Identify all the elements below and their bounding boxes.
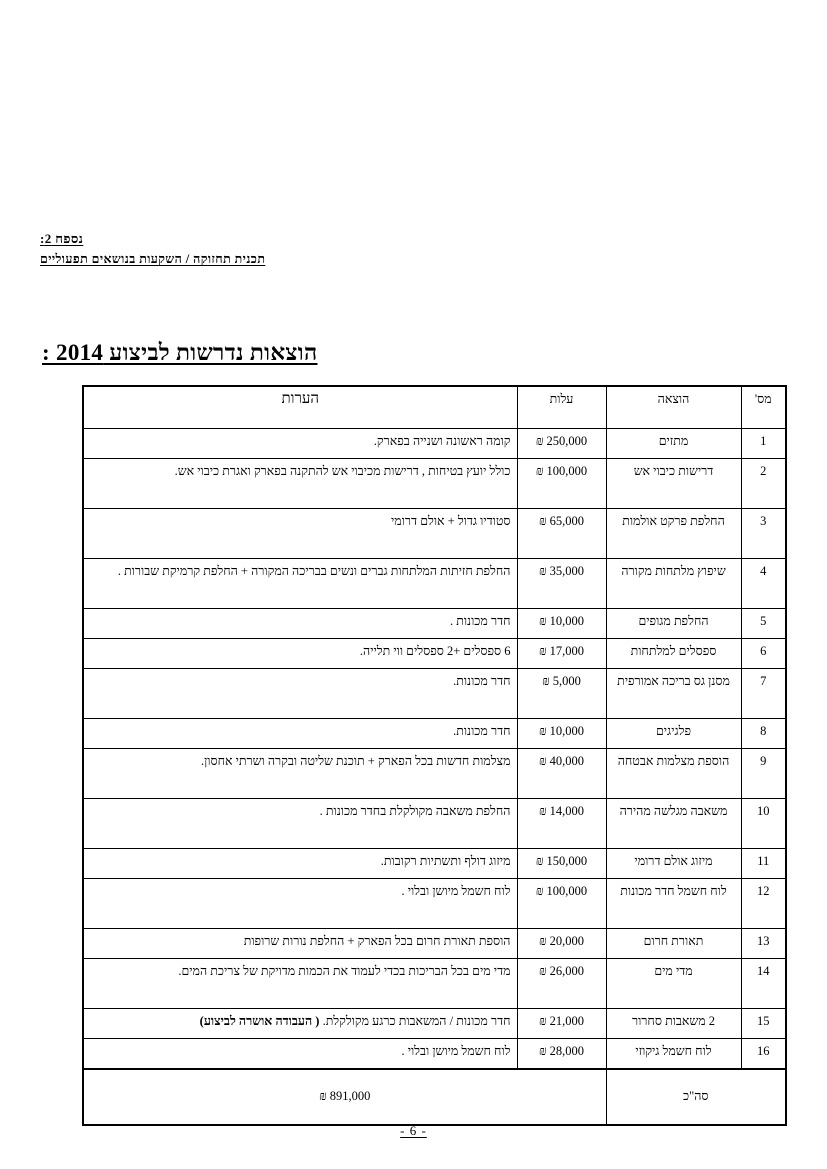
table-row: [83, 799, 786, 849]
appendix-label: נספח 2:: [40, 231, 84, 246]
cell-notes: מדי מים בכל הבריכות בכדי לעמוד את הכמות מדויקת של צריכת המים.: [83, 959, 517, 1009]
cell-notes: החלפת חזיתות המלתחות גברים ונשים בבריכה המקורה + החלפת קרמיקת שבורות .: [83, 559, 517, 609]
cell-cost: 14,000 ₪: [517, 799, 606, 849]
cell-expense: פלגיגים: [606, 719, 741, 749]
cell-cost: 20,000 ₪: [517, 929, 606, 959]
cell-cost: 250,000 ₪: [517, 429, 606, 459]
cell-expense: שיפוץ מלתחות מקורה: [606, 559, 741, 609]
cell-notes: קומה ראשונה ושנייה בפארק.: [83, 429, 517, 459]
cell-expense: משאבה מגלשה מהירה: [606, 799, 741, 849]
cell-num: 1: [741, 429, 786, 459]
cell-notes-emphasis: ( העבודה אושרה לביצוע): [199, 1014, 320, 1028]
expenses-table-wrapper: [84, 385, 787, 1126]
cell-num: 8: [741, 719, 786, 749]
header-subtitle: תכנית תחזוקה / השקעות בנושאים תפעוליים: [40, 252, 266, 266]
page-title-text: הוצאות נדרשות לביצוע 2014 :: [42, 340, 318, 365]
cell-num: 13: [741, 929, 786, 959]
cell-notes: מיזוג דולף ותשתיות רקובות.: [83, 849, 517, 879]
header-line-1-row: [0, 229, 787, 249]
cell-notes: 6 ספסלים +2 ספסלים ווי תלייה.: [83, 639, 517, 669]
table-row: [83, 459, 786, 509]
cell-notes: חדר מכונות .: [83, 609, 517, 639]
table-total-row: [83, 1069, 786, 1125]
table-header-row: [83, 386, 786, 429]
cell-expense: החלפת פרקט אולמות: [606, 509, 741, 559]
cell-num: 7: [741, 669, 786, 719]
cell-expense: לוח חשמל חדר מכונות: [606, 879, 741, 929]
cell-expense: מסנן גס בריכה אמורפית: [606, 669, 741, 719]
table-row: [83, 429, 786, 459]
table-row: [83, 719, 786, 749]
cell-expense: מיזוג אולם דרומי: [606, 849, 741, 879]
cell-cost: 5,000 ₪: [517, 669, 606, 719]
table-row: [83, 1039, 786, 1070]
document-header: [0, 229, 787, 269]
table-row: [83, 509, 786, 559]
cell-notes: סטודיו גדול + אולם דרומי: [83, 509, 517, 559]
table-row: [83, 929, 786, 959]
table-row: [83, 1009, 786, 1039]
cell-notes: החלפת משאבה מקולקלת בחדר מכונות .: [83, 799, 517, 849]
cell-num: 11: [741, 849, 786, 879]
cell-num: 6: [741, 639, 786, 669]
cell-num: 9: [741, 749, 786, 799]
cell-notes: הוספת תאורת חרום בכל הפארק + החלפת נורות שרופות: [83, 929, 517, 959]
cell-expense: 2 משאבות סחרור: [606, 1009, 741, 1039]
cell-expense: מתזים: [606, 429, 741, 459]
table-row: [83, 749, 786, 799]
cell-cost: 10,000 ₪: [517, 609, 606, 639]
cell-num: 5: [741, 609, 786, 639]
table-row: [83, 669, 786, 719]
page-title: [0, 339, 787, 367]
cell-num: 3: [741, 509, 786, 559]
cell-num: 16: [741, 1039, 786, 1070]
cell-num: 15: [741, 1009, 786, 1039]
table-body: [83, 429, 786, 1126]
cell-cost: 21,000 ₪: [517, 1009, 606, 1039]
cell-cost: 26,000 ₪: [517, 959, 606, 1009]
total-value: 891,000 ₪: [83, 1069, 606, 1125]
table-row: [83, 959, 786, 1009]
cell-notes: מצלמות חדשות בכל הפארק + תוכנת שליטה ובקרה ושרתי אחסון.: [83, 749, 517, 799]
header-line-2-row: [0, 249, 787, 269]
cell-cost: 35,000 ₪: [517, 559, 606, 609]
total-label: סה"כ: [606, 1069, 786, 1125]
column-header-num: מס': [741, 386, 786, 429]
cell-expense: מדי מים: [606, 959, 741, 1009]
cell-expense: דרישות כיבוי אש: [606, 459, 741, 509]
page-footer: [0, 1122, 827, 1140]
cell-cost: 28,000 ₪: [517, 1039, 606, 1070]
cell-expense: ספסלים למלתחות: [606, 639, 741, 669]
cell-notes: לוח חשמל מיושן ובלוי .: [83, 1039, 517, 1070]
cell-notes: חדר מכונות.: [83, 669, 517, 719]
table-row: [83, 559, 786, 609]
cell-notes: כולל יועץ בטיחות , דרישות מכיבוי אש להתקנה בפארק ואגרת כיבוי אש.: [83, 459, 517, 509]
cell-cost: 17,000 ₪: [517, 639, 606, 669]
table-row: [83, 849, 786, 879]
cell-cost: 10,000 ₪: [517, 719, 606, 749]
cell-expense: החלפת מגופים: [606, 609, 741, 639]
cell-notes: חדר מכונות / המשאבות כרגע מקולקלת. ( העבודה אושרה לביצוע): [83, 1009, 517, 1039]
cell-cost: 65,000 ₪: [517, 509, 606, 559]
cell-notes: חדר מכונות.: [83, 719, 517, 749]
cell-cost: 40,000 ₪: [517, 749, 606, 799]
expenses-table: [82, 385, 787, 1126]
cell-num: 2: [741, 459, 786, 509]
table-row: [83, 639, 786, 669]
column-header-notes: הערות: [83, 386, 517, 429]
cell-num: 12: [741, 879, 786, 929]
cell-cost: 100,000 ₪: [517, 879, 606, 929]
table-row: [83, 879, 786, 929]
cell-notes: לוח חשמל מיושן ובלוי .: [83, 879, 517, 929]
column-header-cost: עלות: [517, 386, 606, 429]
cell-num: 10: [741, 799, 786, 849]
table-header: [83, 386, 786, 429]
cell-expense: תאורת חרום: [606, 929, 741, 959]
cell-num: 4: [741, 559, 786, 609]
cell-num: 14: [741, 959, 786, 1009]
cell-expense: הוספת מצלמות אבטחה: [606, 749, 741, 799]
column-header-expense: הוצאה: [606, 386, 741, 429]
cell-expense: לוח חשמל גיקוזי: [606, 1039, 741, 1070]
table-row: [83, 609, 786, 639]
cell-cost: 150,000 ₪: [517, 849, 606, 879]
page-number: - 6 -: [400, 1123, 427, 1138]
cell-cost: 100,000 ₪: [517, 459, 606, 509]
